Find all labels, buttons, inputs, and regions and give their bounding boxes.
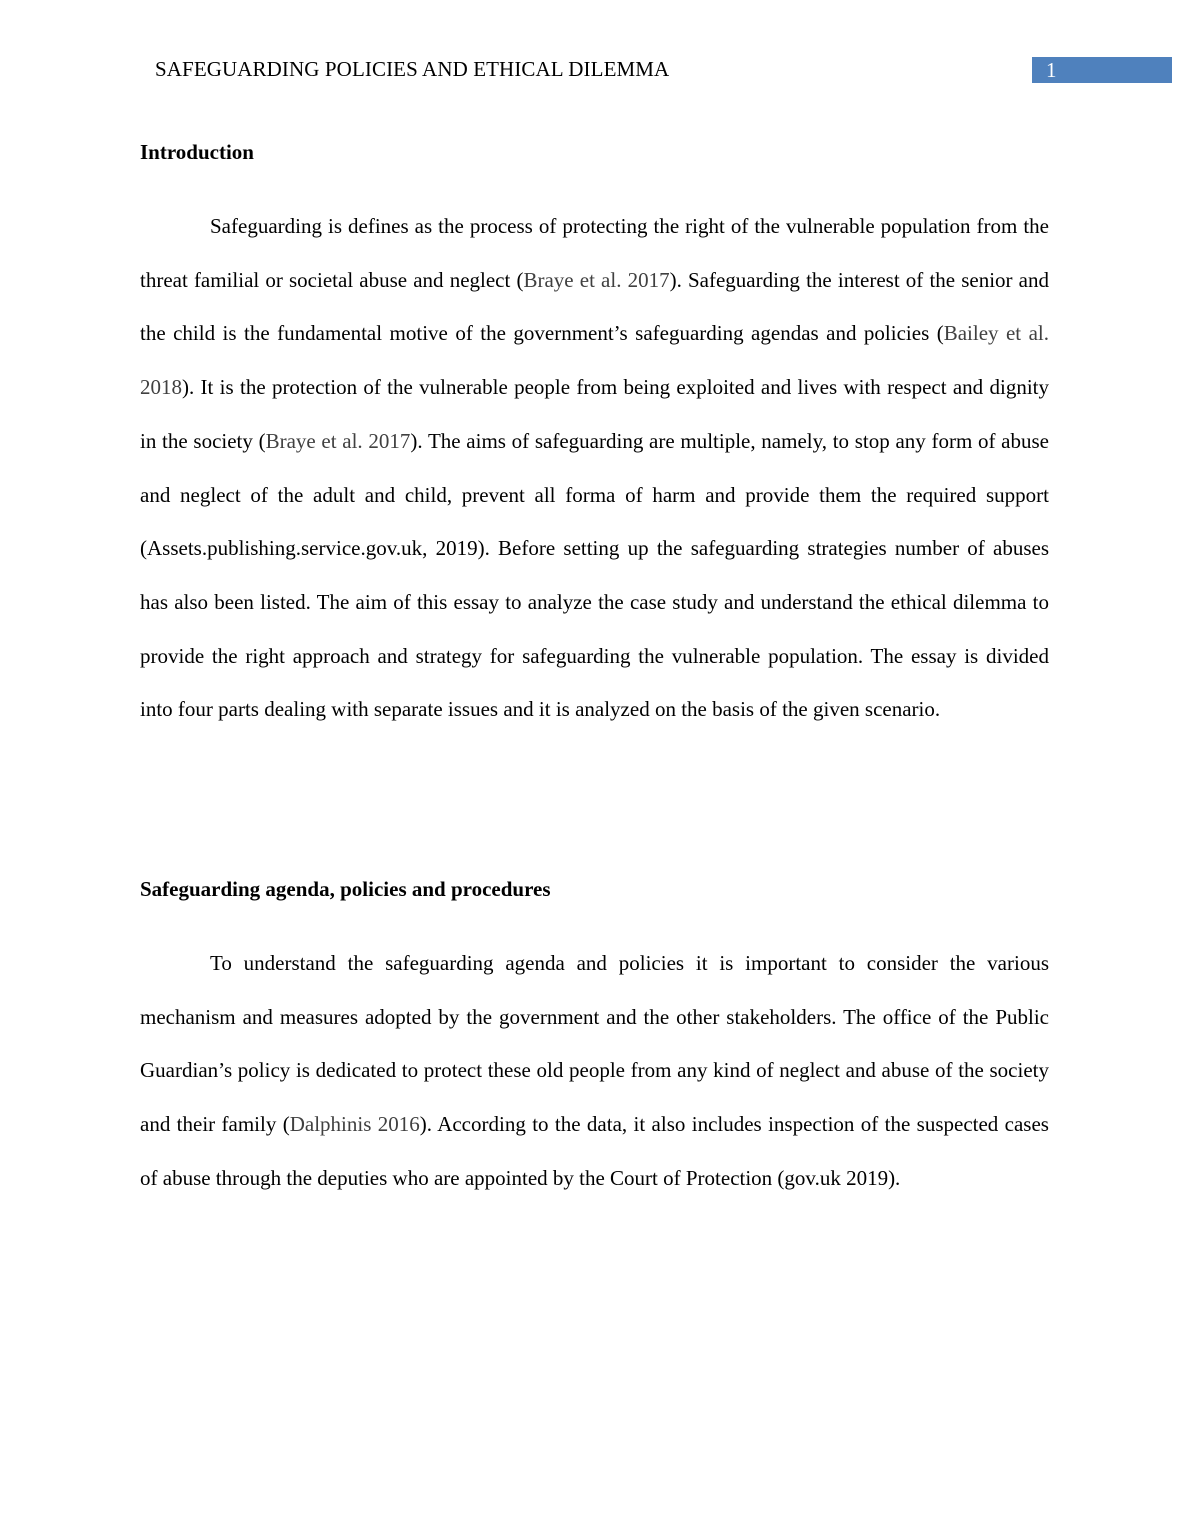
citation: Braye et al. 2017 [523, 267, 670, 292]
text-run: ). The aims of safeguarding are multiple, namely, to stop any form of abuse and neglect of the adult and child, prevent all forma of harm and provide them the required support (Assets.publishing.service.gov.uk, 2019). Before setting up the safeguarding strategies number of abuses has also been listed. The aim of this essay to analyze the case study and understand the ethical dilemma to provide the right approach and strategy for safeguarding the vulnerable population. The essay is divided into four parts dealing with separate issues and it is analyzed on the basis of the given scenario. [140, 428, 1049, 722]
text-run: Safeguarding is defines as the process of protecting the right of the vulnerable population from the threat familial or societal abuse and neglect ( [140, 214, 1049, 292]
running-header-title: SAFEGUARDING POLICIES AND ETHICAL DILEMMA [155, 57, 670, 81]
text-run: ). According to the data, it also includes inspection of the suspected cases of abuse through the deputies who are appointed by the Court of Protection (gov.uk 2019). [140, 1112, 1049, 1190]
safeguarding-agenda-paragraph [140, 937, 1049, 1206]
citation: Braye et al. 2017 [265, 428, 411, 453]
section-heading-introduction: Introduction [140, 140, 254, 164]
text-run: To understand the safeguarding agenda and policies it is important to consider the various mechanism and measures adopted by the government and the other stakeholders. The office of the Public Guardian’s policy is dedicated to protect these old people from any kind of neglect and abuse of the society and their family ( [140, 951, 1049, 1137]
page-number-badge [1032, 57, 1172, 83]
text-run: ). Safeguarding the interest of the senior and the child is the fundamental motive of the government’s safeguarding agendas and policies ( [140, 267, 1050, 346]
section-heading-safeguarding-agenda: Safeguarding agenda, policies and procedures [140, 877, 551, 901]
page-number: 1 [1046, 58, 1057, 82]
citation: Dalphinis 2016 [289, 1112, 420, 1137]
citation: Bailey et al. 2018 [140, 321, 1049, 400]
text-run: ). It is the protection of the vulnerable people from being exploited and lives with respect and dignity in the society ( [140, 375, 1049, 453]
introduction-paragraph [140, 200, 1049, 737]
